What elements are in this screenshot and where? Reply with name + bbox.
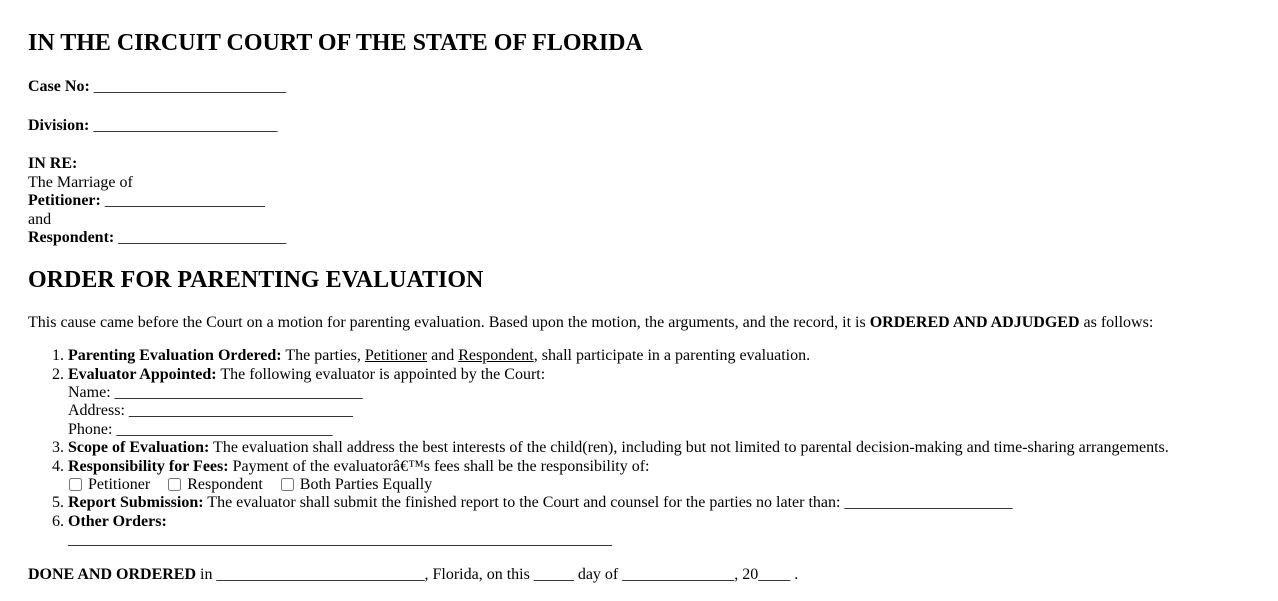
order-items-list [28,347,1250,549]
fees-option-both-parties [280,476,432,493]
evaluator-phone-label: Phone: [68,420,113,438]
item3-label: Scope of Evaluation: [68,439,210,457]
item1-respondent-underlined: Respondent [458,347,534,365]
item3-text: The evaluation shall address the best interests of the child(ren), including but not limited to parental decision-making and time-sharing arrangements. [209,439,1169,457]
item-report-submission [68,494,1250,512]
petitioner-fees-checkbox[interactable] [69,478,82,491]
item1-text-middle: and [427,347,459,365]
done-label: DONE AND ORDERED [28,565,197,583]
division-line [28,117,1250,135]
respondent-label: Respondent: [28,228,115,246]
item-evaluator-appointed [68,366,1250,440]
item2-text: The following evaluator is appointed by the Court: [216,365,546,383]
evaluator-address-label: Address: [68,402,125,420]
both-parties-fees-checkbox-label: Both Parties Equally [299,476,433,494]
intro-text-after: as follows: [1079,313,1154,331]
petitioner-blank: ____________________ [104,192,265,210]
case-no-blank: ________________________ [93,77,286,95]
item1-petitioner-underlined: Petitioner [364,347,428,365]
evaluator-address-blank: ____________________________ [128,402,353,420]
evaluator-name-blank: _______________________________ [114,384,363,402]
division-blank: _______________________ [93,116,278,134]
item1-label: Parenting Evaluation Ordered: [68,347,282,365]
court-title: IN THE CIRCUIT COURT OF THE STATE OF FLORIDA [28,30,643,56]
petitioner-label: Petitioner: [28,192,101,210]
item-other-orders [68,513,1250,550]
done-text-in: in [196,565,217,583]
item6-label: Other Orders: [68,512,167,530]
and-text: and [28,210,52,228]
petitioner-fees-checkbox-label: Petitioner [88,476,151,494]
item4-label: Responsibility for Fees: [68,457,229,475]
item5-text: The evaluator shall submit the finished report to the Court and counsel for the parties no later than: [203,494,845,512]
respondent-fees-checkbox[interactable] [168,478,181,491]
respondent-fees-checkbox-label: Respondent [187,476,263,494]
order-title: ORDER FOR PARENTING EVALUATION [28,267,484,294]
both-parties-fees-checkbox[interactable] [281,478,294,491]
item4-text: Payment of the evaluatorâ€™s fees shall be the responsibility of: [228,457,650,475]
done-year-blank: ____ [758,565,791,583]
case-no-line [28,78,1250,96]
done-place-blank: __________________________ [216,565,425,583]
intro-emphasis: ORDERED AND ADJUDGED [869,313,1080,331]
division-label: Division: [28,116,90,134]
done-day-blank: _____ [533,565,574,583]
item1-text-after: , shall participate in a parenting evaluation. [533,347,811,365]
done-text-florida: , Florida, on this [424,565,534,583]
in-re-block [28,155,1250,247]
item5-label: Report Submission: [68,494,204,512]
report-deadline-blank: _____________________ [844,494,1013,512]
evaluator-name-label: Name: [68,384,111,402]
intro-text-before: This cause came before the Court on a motion for parenting evaluation. Based upon the motion, the arguments, and the record, it is [28,313,870,331]
in-re-label: IN RE: [28,155,78,173]
done-and-ordered-line [28,566,1250,584]
fees-option-respondent [167,476,263,493]
case-no-label: Case No: [28,77,90,95]
done-text-day-of: day of [573,565,623,583]
item-responsibility-for-fees [68,458,1250,495]
done-month-blank: ______________ [622,565,735,583]
respondent-blank: _____________________ [118,228,287,246]
evaluator-phone-blank: ___________________________ [116,420,333,438]
item2-label: Evaluator Appointed: [68,365,217,383]
fees-option-petitioner [68,476,150,493]
item1-text-before: The parties, [281,347,365,365]
intro-paragraph [28,314,1250,332]
other-orders-blank: ____________________________________________________________________ [68,531,612,549]
item-scope-of-evaluation [68,439,1250,457]
marriage-of-text: The Marriage of [28,173,133,191]
item-parenting-evaluation [68,347,1250,365]
done-text-year: , 20 [734,565,759,583]
done-period: . [790,565,799,583]
